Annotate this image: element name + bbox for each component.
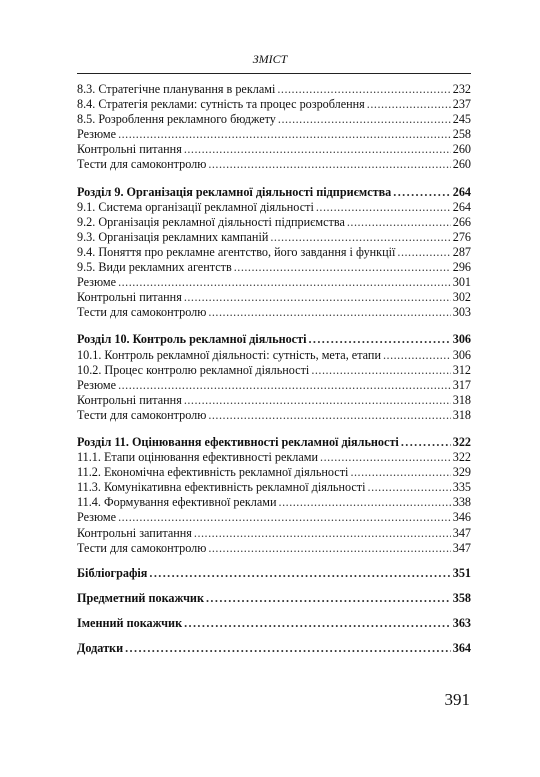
toc-entry-page: 245 — [452, 112, 471, 127]
toc-entry-page: 266 — [452, 214, 471, 229]
toc-entry-title: Резюме — [77, 510, 117, 525]
toc-spacer — [77, 606, 471, 616]
toc-entry-page: 364 — [452, 641, 471, 655]
toc-entry-title: Розділ 11. Оцінювання ефективності рекламної діяльності — [77, 434, 399, 449]
toc-entry — [77, 363, 471, 378]
toc-entry-title: Резюме — [77, 275, 117, 290]
toc-entry-title: 9.3. Організація рекламних кампаній — [77, 229, 269, 244]
toc-entry-page: 317 — [452, 377, 471, 392]
toc-entry — [77, 495, 471, 510]
toc-entry-title: 9.2. Організація рекламної діяльності підприємства — [77, 214, 345, 229]
toc-entry-page: 322 — [452, 450, 471, 465]
toc-entry — [77, 112, 471, 127]
toc-entry-page: 232 — [452, 82, 471, 96]
dot-leader — [208, 408, 450, 423]
dot-leader — [368, 480, 451, 495]
toc-entry-title: 9.4. Поняття про рекламне агентство, його завдання і функції — [77, 244, 396, 259]
dot-leader — [149, 566, 450, 581]
dot-leader — [350, 465, 450, 480]
dot-leader — [316, 200, 451, 215]
toc-entry — [77, 408, 471, 423]
dot-leader — [234, 260, 451, 275]
toc-entry — [77, 245, 471, 260]
toc-section-entry — [77, 185, 471, 200]
toc-section-entry — [77, 332, 471, 347]
toc-entry-title: Контрольні запитання — [77, 525, 192, 540]
toc-entry-page: 306 — [452, 347, 471, 362]
toc-entry-title: Тести для самоконтролю — [77, 407, 207, 422]
toc-entry — [77, 480, 471, 495]
toc-entry-title: Контрольні питання — [77, 290, 182, 305]
toc-entry — [77, 378, 471, 393]
toc-entry-title: 11.1. Етапи оцінювання ефективності реклами — [77, 450, 319, 465]
toc-entry-title: Додатки — [77, 641, 124, 655]
table-of-contents — [77, 82, 471, 656]
dot-leader — [118, 378, 451, 393]
toc-entry-page: 347 — [452, 540, 471, 555]
toc-entry-title: 11.3. Комунікативна ефективність рекламної діяльності — [77, 480, 366, 495]
toc-entry-page: 346 — [452, 510, 471, 525]
toc-entry-title: 8.4. Стратегія реклами: сутність та процес розроблення — [77, 97, 365, 112]
toc-entry-page: 260 — [452, 157, 471, 172]
toc-spacer — [77, 556, 471, 566]
toc-entry-title: Контрольні питання — [77, 392, 182, 407]
dot-leader — [208, 305, 450, 320]
dot-leader — [206, 591, 451, 606]
dot-leader — [367, 97, 451, 112]
toc-entry-page: 351 — [452, 565, 471, 580]
toc-entry-page: 338 — [452, 495, 471, 510]
toc-entry-page: 296 — [452, 260, 471, 275]
toc-entry-title: 10.1. Контроль рекламної діяльності: сутність, мета, етапи — [77, 347, 381, 362]
toc-entry-page: 318 — [452, 392, 471, 407]
toc-entry — [77, 465, 471, 480]
running-head: ЗМІСТ — [252, 52, 288, 66]
toc-spacer — [77, 631, 471, 641]
toc-entry-title: 10.2. Процес контролю рекламної діяльності — [77, 362, 310, 377]
toc-section-entry — [77, 566, 471, 581]
toc-entry-page: 347 — [452, 525, 471, 540]
page-number: 391 — [444, 690, 470, 709]
toc-entry — [77, 348, 471, 363]
toc-entry — [77, 393, 471, 408]
toc-entry-title: Іменний покажчик — [77, 615, 183, 630]
toc-spacer — [77, 581, 471, 591]
toc-entry-title: Контрольні питання — [77, 142, 182, 157]
toc-entry — [77, 82, 471, 97]
toc-entry-title: 9.1. Система організації рекламної діяльності — [77, 199, 314, 214]
dot-leader — [397, 245, 450, 260]
toc-entry — [77, 305, 471, 320]
dot-leader — [184, 616, 451, 631]
toc-entry-page: 329 — [452, 465, 471, 480]
toc-spacer — [77, 423, 471, 435]
toc-entry-title: 11.2. Економічна ефективність рекламної діяльності — [77, 465, 349, 480]
dot-leader — [270, 230, 450, 245]
dot-leader — [118, 275, 451, 290]
dot-leader — [277, 82, 450, 97]
toc-entry-page: 264 — [452, 199, 471, 214]
toc-entry-page: 302 — [452, 290, 471, 305]
toc-entry-page: 276 — [452, 229, 471, 244]
dot-leader — [184, 142, 451, 157]
dot-leader — [279, 495, 451, 510]
toc-entry — [77, 510, 471, 525]
toc-entry-title: Резюме — [77, 127, 117, 142]
toc-section-entry — [77, 435, 471, 450]
toc-entry — [77, 526, 471, 541]
toc-entry-title: Предметний покажчик — [77, 590, 204, 605]
toc-entry — [77, 127, 471, 142]
toc-entry-page: 306 — [452, 332, 471, 347]
dot-leader — [383, 348, 451, 363]
dot-leader — [308, 332, 450, 347]
toc-entry-page: 318 — [452, 407, 471, 422]
toc-entry-title: Розділ 10. Контроль рекламної діяльності — [77, 332, 307, 347]
toc-spacer — [77, 320, 471, 332]
toc-spacer — [77, 173, 471, 185]
toc-entry-page: 358 — [452, 590, 471, 605]
toc-entry — [77, 290, 471, 305]
toc-entry-title: Тести для самоконтролю — [77, 305, 207, 320]
dot-leader — [347, 215, 451, 230]
toc-entry — [77, 260, 471, 275]
toc-entry — [77, 450, 471, 465]
dot-leader — [118, 510, 451, 525]
toc-entry-title: Розділ 9. Організація рекламної діяльності підприємства — [77, 184, 392, 199]
toc-entry-page: 264 — [452, 184, 471, 199]
toc-entry — [77, 200, 471, 215]
toc-entry-title: 8.5. Розроблення рекламного бюджету — [77, 112, 276, 127]
toc-entry-title: Бібліографія — [77, 565, 148, 580]
toc-entry-title: Резюме — [77, 377, 117, 392]
dot-leader — [125, 641, 451, 656]
toc-entry-page: 303 — [452, 305, 471, 320]
toc-entry — [77, 97, 471, 112]
toc-entry-page: 301 — [452, 275, 471, 290]
toc-entry — [77, 275, 471, 290]
dot-leader — [208, 157, 450, 172]
toc-section-entry — [77, 616, 471, 631]
dot-leader — [401, 435, 451, 450]
toc-entry-page: 260 — [452, 142, 471, 157]
toc-entry-page: 287 — [452, 244, 471, 259]
dot-leader — [278, 112, 451, 127]
toc-entry — [77, 541, 471, 556]
dot-leader — [320, 450, 451, 465]
toc-entry-page: 322 — [452, 434, 471, 449]
dot-leader — [208, 541, 450, 556]
toc-entry-title: Тести для самоконтролю — [77, 540, 207, 555]
toc-entry-title: 11.4. Формування ефективної реклами — [77, 495, 277, 510]
toc-entry-page: 237 — [452, 97, 471, 112]
dot-leader — [194, 526, 451, 541]
toc-entry-title: Тести для самоконтролю — [77, 157, 207, 172]
toc-entry — [77, 215, 471, 230]
dot-leader — [184, 290, 451, 305]
toc-entry — [77, 157, 471, 172]
dot-leader — [393, 185, 450, 200]
toc-entry-title: 8.3. Стратегічне планування в рекламі — [77, 82, 276, 96]
toc-entry-page: 312 — [452, 362, 471, 377]
dot-leader — [184, 393, 451, 408]
dot-leader — [118, 127, 451, 142]
toc-entry — [77, 142, 471, 157]
header-rule — [77, 73, 471, 74]
dot-leader — [311, 363, 450, 378]
toc-entry-page: 258 — [452, 127, 471, 142]
toc-section-entry — [77, 591, 471, 606]
toc-entry-page: 363 — [452, 615, 471, 630]
toc-section-entry — [77, 641, 471, 656]
toc-entry-page: 335 — [452, 480, 471, 495]
toc-entry-title: 9.5. Види рекламних агентств — [77, 260, 232, 275]
toc-entry — [77, 230, 471, 245]
